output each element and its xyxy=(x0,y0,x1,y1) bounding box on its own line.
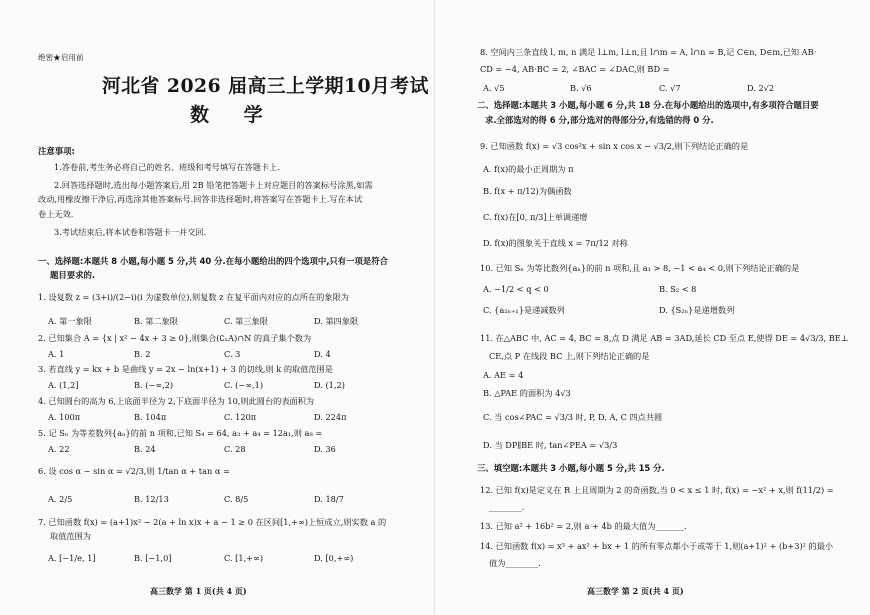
question-stem: 10. 已知 Sₙ 为等比数列{aₙ}的前 n 项和,且 a₁ > 8, −1 < a₄ < 0,则下列结论正确的是 xyxy=(480,263,800,273)
option: C. (−∞,1) xyxy=(224,380,264,390)
option: B. 104π xyxy=(134,412,167,422)
page-footer: 高三数学 第 2 页(共 4 页) xyxy=(587,586,684,596)
right-page xyxy=(435,0,870,615)
option: D. 当 DP∥BE 时, tan∠PEA = √3/3 xyxy=(483,440,618,450)
option: A. −1/2 < q < 0 xyxy=(483,284,549,294)
section-header: 题目要求的. xyxy=(50,270,96,280)
question-stem-continued: CE,点 P 在线段 BC 上,则下列结论正确的是 xyxy=(489,351,650,361)
question-stem: 12. 已知 f(x)是定义在 R 上且周期为 2 的奇函数,当 0 < x ≤ 1 时, f(x) = −x² + x,则 f(11/2) = xyxy=(480,485,834,495)
option: C. 3 xyxy=(224,349,241,359)
section-header: 求.全部选对的得 6 分,部分选对的得部分分,有选错的得 0 分. xyxy=(485,115,714,125)
option: A. 第一象限 xyxy=(48,316,92,326)
option: A. AE = 4 xyxy=(483,370,524,380)
option: D. 18/7 xyxy=(314,494,344,504)
option: A. [−1/e, 1] xyxy=(48,553,96,563)
option: A. (1,2] xyxy=(48,380,79,390)
question-stem-continued: 取值范围为 xyxy=(50,531,91,541)
option: A. f(x)的最小正周期为 π xyxy=(483,164,574,174)
option: C. 120π xyxy=(224,412,257,422)
option: D. 36 xyxy=(314,444,336,454)
question-stem: 8. 空间内三条直线 l, m, n 满足 l⊥m, l⊥n,且 l∩m = A, l∩n = B,记 C∈n, D∈m,已知 AB· xyxy=(480,47,817,57)
option: B. S₂ < 8 xyxy=(659,284,697,294)
option: D. [0,+∞) xyxy=(314,553,354,563)
question-stem: 3. 若直线 y = kx + b 是曲线 y = 2x − ln(x+1) + 3 的切线,则 k 的取值范围是 xyxy=(38,364,333,374)
question-stem: 4. 已知圆台的高为 6,上底面半径为 2,下底面半径为 10,则此圆台的表面积为 xyxy=(38,396,315,406)
option: D. {S₂ₙ}是递增数列 xyxy=(659,305,735,315)
option: B. 12/13 xyxy=(134,494,169,504)
exam-title: 河北省 2026 届高三上学期10月考试 xyxy=(102,75,429,97)
page-footer: 高三数学 第 1 页(共 4 页) xyxy=(150,586,247,596)
option: B. f(x + π/12)为偶函数 xyxy=(483,186,572,196)
note-line: 2.回答选择题时,选出每小题答案后,用 2B 铅笔把答题卡上对应题目的答案标号涂黑,如需 xyxy=(54,180,373,190)
option: D. 2√2 xyxy=(747,83,775,93)
option: C. 8/5 xyxy=(224,494,249,504)
question-stem: 1. 设复数 z = (3+i)/(2−i)(i 为虚数单位),则复数 z 在复平面内对应的点所在的象限为 xyxy=(38,292,349,302)
question-stem: 11. 在△ABC 中, AC = 4, BC = 8,点 D 满足 AB = 3AD,延长 CD 至点 E,使得 DE = 4√3/3, BE⊥ xyxy=(480,333,849,343)
section-header: 一、选择题:本题共 8 小题,每小题 5 分,共 40 分.在每小题给出的四个选项中,只有一项是符合 xyxy=(38,256,389,266)
question-stem: 6. 设 cos α − sin α = √2/3,则 1/tan α + tan α = xyxy=(38,466,230,476)
section-header: 二、选择题:本题共 3 小题,每小题 6 分,共 18 分.在每小题给出的选项中,有多项符合题目要 xyxy=(477,100,819,110)
question-stem: 5. 记 Sₙ 为等差数列{aₙ}的前 n 项和,已知 S₄ = 64, a₃ + a₄ = 12a₁,则 a₈ = xyxy=(38,428,323,438)
question-stem-continued: CD = −4, AB·BC = 2, ∠BAC = ∠DAC,则 BD = xyxy=(480,64,670,74)
option: D. 第四象限 xyxy=(314,316,359,326)
secret-label: 绝密★启用前 xyxy=(38,53,84,62)
option: C. {a₂ₙ₊₁}是递减数列 xyxy=(483,305,565,315)
note-line: 3.考试结束后,将本试卷和答题卡一并交回. xyxy=(54,227,207,237)
option: C. [1,+∞) xyxy=(224,553,264,563)
section-header: 三、填空题:本题共 3 小题,每小题 5 分,共 15 分. xyxy=(477,463,665,473)
option: A. √5 xyxy=(483,83,505,93)
option: A. 1 xyxy=(48,349,65,359)
answer-blank: ________. xyxy=(489,502,525,512)
option: B. 24 xyxy=(134,444,156,454)
option: B. 2 xyxy=(134,349,151,359)
question-stem: 2. 已知集合 A = {x | x² − 4x + 3 ≥ 0},则集合(∁ₓA)∩N 的真子集个数为 xyxy=(38,333,312,343)
question-stem-continued: 值为________. xyxy=(489,558,541,568)
notes-title: 注意事项: xyxy=(38,146,75,156)
option: D. 224π xyxy=(314,412,347,422)
option: B. △PAE 的面积为 4√3 xyxy=(483,388,571,398)
question-stem: 7. 已知函数 f(x) = (a+1)x² − 2(a + ln x)x + a − 1 ≥ 0 在区间[1,+∞)上恒成立,则实数 a 的 xyxy=(38,517,387,527)
question-stem: 13. 已知 a² + 16b² = 2,则 a + 4b 的最大值为_______. xyxy=(480,521,687,531)
option: C. 当 cos∠PAC = √3/3 时, P, D, A, C 四点共圆 xyxy=(483,412,663,422)
option: B. (−∞,2) xyxy=(134,380,174,390)
option: C. √7 xyxy=(659,83,681,93)
option: A. 22 xyxy=(48,444,70,454)
option: D. 4 xyxy=(314,349,331,359)
note-line: 改动,用橡皮擦干净后,再选涂其他答案标号.回答非选择题时,将答案写在答题卡上.写在本试 xyxy=(38,194,363,204)
question-stem: 9. 已知函数 f(x) = √3 cos²x + sin x cos x − √3/2,则下列结论正确的是 xyxy=(480,141,749,151)
note-line: 1.答卷前,考生务必将自己的姓名、班级和考号填写在答题卡上. xyxy=(54,162,280,172)
option: D. (1,2) xyxy=(314,380,345,390)
option: C. f(x)在[0, π/3]上单调递增 xyxy=(483,212,588,222)
option: D. f(x)的图象关于直线 x = 7π/12 对称 xyxy=(483,238,628,248)
option: B. 第二象限 xyxy=(134,316,178,326)
option: B. [−1,0] xyxy=(134,553,172,563)
option: A. 100π xyxy=(48,412,81,422)
option: B. √6 xyxy=(570,83,592,93)
subject-title: 数 学 xyxy=(190,104,277,126)
option: A. 2/5 xyxy=(48,494,73,504)
question-stem: 14. 已知函数 f(x) = x³ + ax² + bx + 1 的所有零点都小于或等于 1,则(a+1)² + (b+3)² 的最小 xyxy=(480,541,834,551)
note-line: 卷上无效. xyxy=(38,209,74,219)
option: C. 第三象限 xyxy=(224,316,268,326)
option: C. 28 xyxy=(224,444,246,454)
